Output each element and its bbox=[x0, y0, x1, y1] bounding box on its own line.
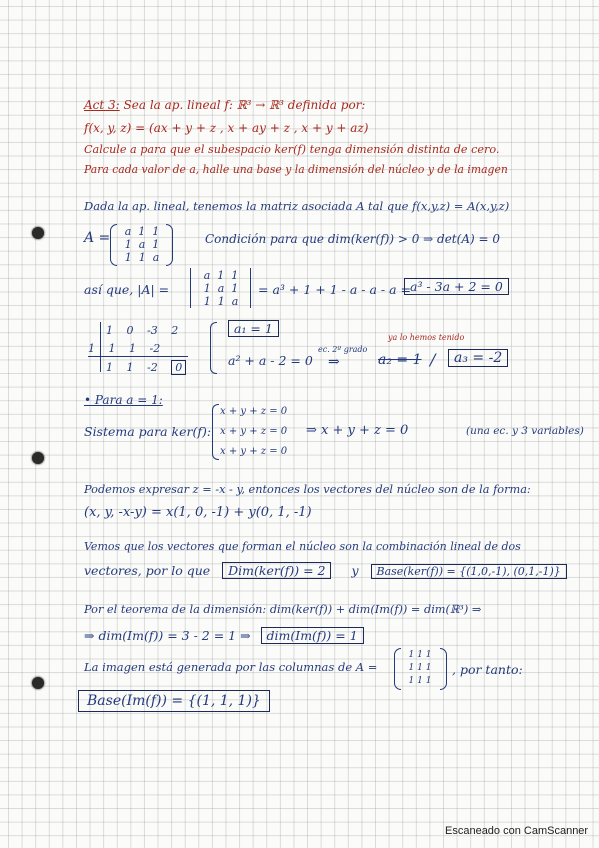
slash-divider: / bbox=[430, 350, 436, 369]
binder-hole bbox=[32, 227, 44, 239]
ruffini-row-3: 1 1 -2 0 bbox=[106, 360, 190, 375]
kernel-dimension: Dim(ker(f)) = 2 bbox=[222, 562, 331, 579]
matrix-row: 1 1 1 bbox=[408, 650, 432, 660]
matrix-right-paren bbox=[166, 224, 173, 266]
combination-line-1: Vemos que los vectores que forman el núcleo son la combinación lineal de dos bbox=[84, 540, 521, 553]
theorem-line-1: Por el teorema de la dimensión: dim(ker(f)) + dim(Im(f)) = dim(ℝ³) ⇒ bbox=[84, 603, 482, 616]
image-dimension: dim(Im(f)) = 1 bbox=[261, 627, 364, 644]
exercise-line-2: f(x, y, z) = (ax + y + z , x + ay + z , x + y + az) bbox=[84, 121, 369, 135]
system-label: Sistema para ker(f): bbox=[84, 424, 212, 439]
det-right-bar bbox=[250, 268, 251, 308]
system-equations bbox=[220, 402, 294, 462]
ruffini-horizontal bbox=[88, 356, 188, 357]
system-curly-brace bbox=[212, 404, 219, 460]
binder-hole bbox=[32, 452, 44, 464]
determinant-intro: así que, |A| = bbox=[84, 282, 170, 297]
system-result: ⇒ x + y + z = 0 bbox=[306, 423, 409, 438]
image-basis: Base(Im(f)) = {(1, 1, 1)} bbox=[78, 690, 270, 712]
matrix-row: 1 1 1 bbox=[408, 663, 432, 673]
matrix-row: 1 a 1 bbox=[124, 238, 160, 251]
determinant-expansion: = a³ + 1 + 1 - a - a - a = bbox=[258, 282, 411, 297]
quadratic-equation: a² + a - 2 = 0 bbox=[228, 353, 313, 368]
root-one-box bbox=[228, 320, 279, 337]
exercise-line-4: Para cada valor de a, halle una base y la dimensión del núcleo y de la imagen bbox=[84, 163, 508, 176]
ruffini-row-1: 1 0 -3 2 bbox=[106, 324, 179, 337]
matrix-row: 1 1 a bbox=[124, 251, 160, 264]
combination-line-2 bbox=[84, 562, 567, 579]
express-line-2: (x, y, -x-y) = x(1, 0, -1) + y(0, 1, -1) bbox=[84, 505, 312, 520]
quadratic-note: ec. 2º grado bbox=[318, 345, 368, 354]
system-equation: x + y + z = 0 bbox=[220, 426, 288, 437]
characteristic-box bbox=[404, 278, 509, 295]
theorem-text: ⇒ dim(Im(f)) = 3 - 2 = 1 ⇒ bbox=[84, 628, 251, 643]
image-basis-line bbox=[78, 690, 270, 712]
already-obtained-note: ya lo hemos tenido bbox=[388, 333, 465, 342]
matrix-row: a 1 1 bbox=[124, 225, 160, 238]
system-equation: x + y + z = 0 bbox=[220, 406, 288, 417]
matrix-row: a 1 1 bbox=[203, 269, 239, 282]
system-brace bbox=[210, 322, 217, 374]
root-three: a₃ = -2 bbox=[448, 349, 508, 367]
matrix-a bbox=[118, 225, 166, 264]
image-generator-line: La imagen está generada por las columnas de A = bbox=[84, 660, 378, 674]
image-conclusion: , por tanto: bbox=[452, 662, 523, 677]
root-one: a₁ = 1 bbox=[228, 320, 279, 337]
combination-text: vectores, por lo que bbox=[84, 563, 211, 578]
scanner-watermark: Escaneado con CamScanner bbox=[445, 825, 589, 837]
exercise-line-3: Calcule a para que el subespacio ker(f) tenga dimensión distinta de cero. bbox=[84, 143, 500, 156]
matrix-row: 1 1 1 bbox=[408, 676, 432, 686]
arrow-icon: ⇒ bbox=[328, 354, 340, 370]
kernel-basis: Base(ker(f)) = {(1,0,-1), (0,1,-1)} bbox=[371, 564, 567, 579]
matrix-left-paren bbox=[110, 224, 117, 266]
characteristic-equation: a³ - 3a + 2 = 0 bbox=[404, 278, 509, 295]
case-title: • Para a = 1: bbox=[84, 393, 163, 407]
conjunction-y: y bbox=[351, 563, 359, 578]
root-three-box bbox=[448, 349, 508, 367]
matrix-row: 1 a 1 bbox=[203, 282, 239, 295]
system-note: (una ec. y 3 variables) bbox=[466, 425, 584, 437]
binder-hole bbox=[32, 677, 44, 689]
exercise-line-1 bbox=[84, 98, 365, 112]
theorem-line-2 bbox=[84, 627, 364, 644]
exercise-statement-1: Sea la ap. lineal f: ℝ³ → ℝ³ definida por: bbox=[123, 98, 366, 112]
det-left-bar bbox=[190, 268, 191, 308]
ruffini-row-2: 1 1 1 -2 bbox=[88, 342, 161, 355]
exercise-label: Act 3: bbox=[84, 98, 120, 112]
image-matrix-right-paren bbox=[440, 648, 447, 690]
express-line-1: Podemos expresar z = -x - y, entonces los vectores del núcleo son de la forma: bbox=[84, 483, 531, 496]
repeated-root: a₂ = 1 bbox=[378, 352, 422, 368]
image-matrix bbox=[400, 649, 440, 688]
matrix-row: 1 1 a bbox=[203, 295, 239, 308]
matrix-intro: Dada la ap. lineal, tenemos la matriz asociada A tal que f(x,y,z) = A(x,y,z) bbox=[84, 199, 510, 213]
system-equation: x + y + z = 0 bbox=[220, 446, 288, 457]
kernel-condition: Condición para que dim(ker(f)) > 0 ⇒ det(A) = 0 bbox=[205, 232, 500, 246]
matrix-a-label: A = bbox=[84, 230, 111, 246]
matrix-determinant bbox=[194, 269, 248, 308]
